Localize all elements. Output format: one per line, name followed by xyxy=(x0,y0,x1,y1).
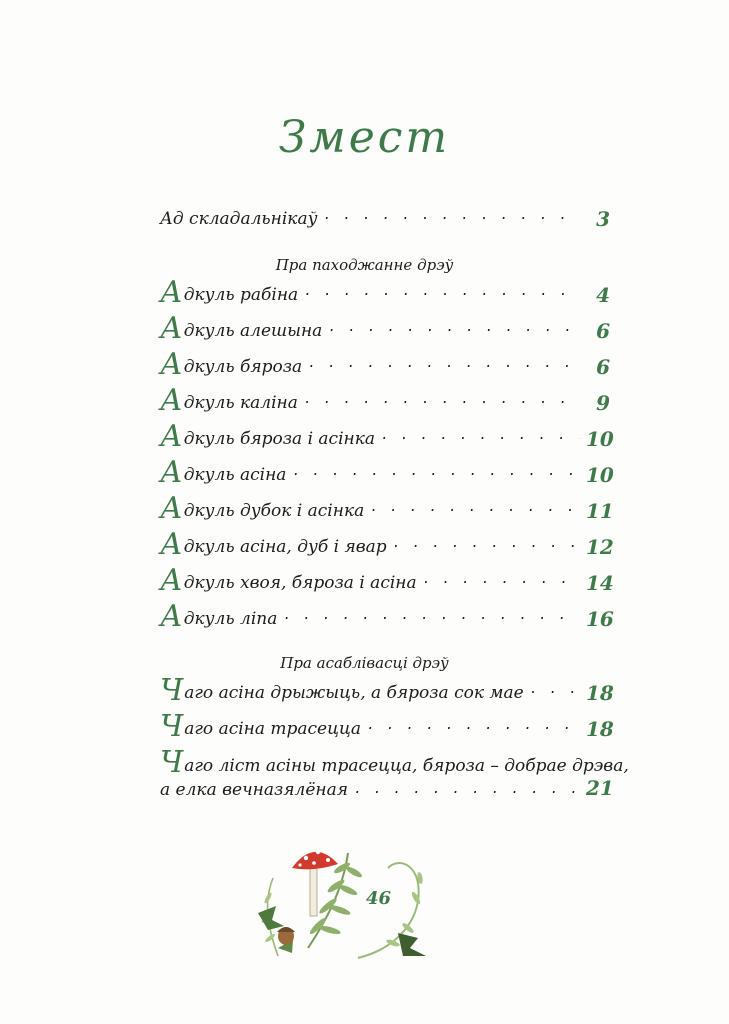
toc-page-number: 9 xyxy=(596,391,610,415)
drop-cap: А xyxy=(160,527,183,562)
toc-entry[interactable] xyxy=(160,491,614,526)
toc-entry[interactable] xyxy=(160,455,614,490)
dot-leader xyxy=(283,605,580,627)
dot-leader xyxy=(308,353,580,375)
toc-page-number: 6 xyxy=(596,319,610,343)
dot-leader xyxy=(292,461,580,483)
dot-leader xyxy=(328,317,580,339)
drop-cap: Ч xyxy=(160,709,184,744)
toc-entry[interactable] xyxy=(160,673,614,708)
toc-entry-label: дкуль бяроза xyxy=(183,357,303,377)
toc-entry-label: дкуль алешына xyxy=(183,321,323,341)
toc-entry-label: Ад складальнікаў xyxy=(160,209,318,229)
dot-leader xyxy=(323,205,580,227)
dot-leader xyxy=(304,281,580,303)
toc-entry[interactable] xyxy=(160,311,610,346)
drop-cap: А xyxy=(160,275,183,310)
section-heading-origin: Пра паходжанне дрэў xyxy=(275,256,454,274)
section-heading-features: Пра асаблівасці дрэў xyxy=(280,654,449,672)
dot-leader xyxy=(304,389,580,411)
dot-leader xyxy=(423,569,580,591)
dot-leader xyxy=(393,533,580,555)
drop-cap: А xyxy=(160,311,183,346)
toc-page-number: 12 xyxy=(586,535,614,559)
toc-page-number: 3 xyxy=(596,207,610,231)
toc-entry[interactable] xyxy=(160,347,610,382)
toc-entry-label: аго асіна дрыжыць, а бяроза сок мае xyxy=(184,683,524,703)
toc-page-number: 10 xyxy=(586,463,614,487)
toc-entry-label: дкуль рабіна xyxy=(183,285,299,305)
toc-entry-label: дкуль бяроза і асінка xyxy=(183,429,375,449)
toc-page-number: 11 xyxy=(586,499,614,523)
toc-entry-label: дкуль асіна xyxy=(183,465,287,485)
toc-entry[interactable] xyxy=(160,419,614,454)
drop-cap: А xyxy=(160,563,183,598)
drop-cap: Ч xyxy=(160,673,184,708)
toc-entry[interactable] xyxy=(160,563,614,598)
drop-cap: А xyxy=(160,491,183,526)
toc-page-number: 14 xyxy=(586,571,614,595)
toc-entry[interactable] xyxy=(160,275,610,310)
drop-cap: А xyxy=(160,599,183,634)
drop-cap: А xyxy=(160,455,183,490)
page-number: 46 xyxy=(366,888,392,909)
toc-page-number: 4 xyxy=(596,283,610,307)
drop-cap: А xyxy=(160,383,183,418)
toc-entry[interactable] xyxy=(160,709,614,744)
toc-entry-label: дкуль хвоя, бяроза і асіна xyxy=(183,573,417,593)
toc-entry-label: дкуль каліна xyxy=(183,393,298,413)
drop-cap: А xyxy=(160,419,183,454)
toc-entry-label: аго ліст асіны трасецца, бяроза – добрае дрэва, xyxy=(184,756,629,776)
toc-page-number: 6 xyxy=(596,355,610,379)
dot-leader xyxy=(530,679,580,701)
dot-leader xyxy=(354,782,580,797)
mushroom-fern-illustration xyxy=(248,838,438,963)
dot-leader xyxy=(381,425,580,447)
drop-cap: Ч xyxy=(160,745,184,780)
toc-entry-label-continued: а елка вечназялёная xyxy=(160,780,348,800)
dot-leader xyxy=(370,497,580,519)
dot-leader xyxy=(367,715,580,737)
toc-entry-label: аго асіна трасецца xyxy=(184,719,361,739)
toc-entry-intro[interactable] xyxy=(160,200,610,230)
toc-entry-label: дкуль дубок і асінка xyxy=(183,501,365,521)
toc-entry[interactable] xyxy=(160,383,610,418)
toc-page-number: 18 xyxy=(586,717,614,741)
toc-entry[interactable] xyxy=(160,599,614,634)
toc-entry-label: дкуль ліпа xyxy=(183,609,278,629)
page-title: Змест xyxy=(278,112,451,163)
toc-page-number: 10 xyxy=(586,427,614,451)
toc-entry[interactable] xyxy=(160,527,614,562)
toc-page-number: 21 xyxy=(586,776,614,800)
toc-entry-two-line[interactable] xyxy=(160,745,629,800)
toc-page-number: 16 xyxy=(586,607,614,631)
toc-page-number: 18 xyxy=(586,681,614,705)
drop-cap: А xyxy=(160,347,183,382)
toc-entry-label: дкуль асіна, дуб і явар xyxy=(183,537,387,557)
